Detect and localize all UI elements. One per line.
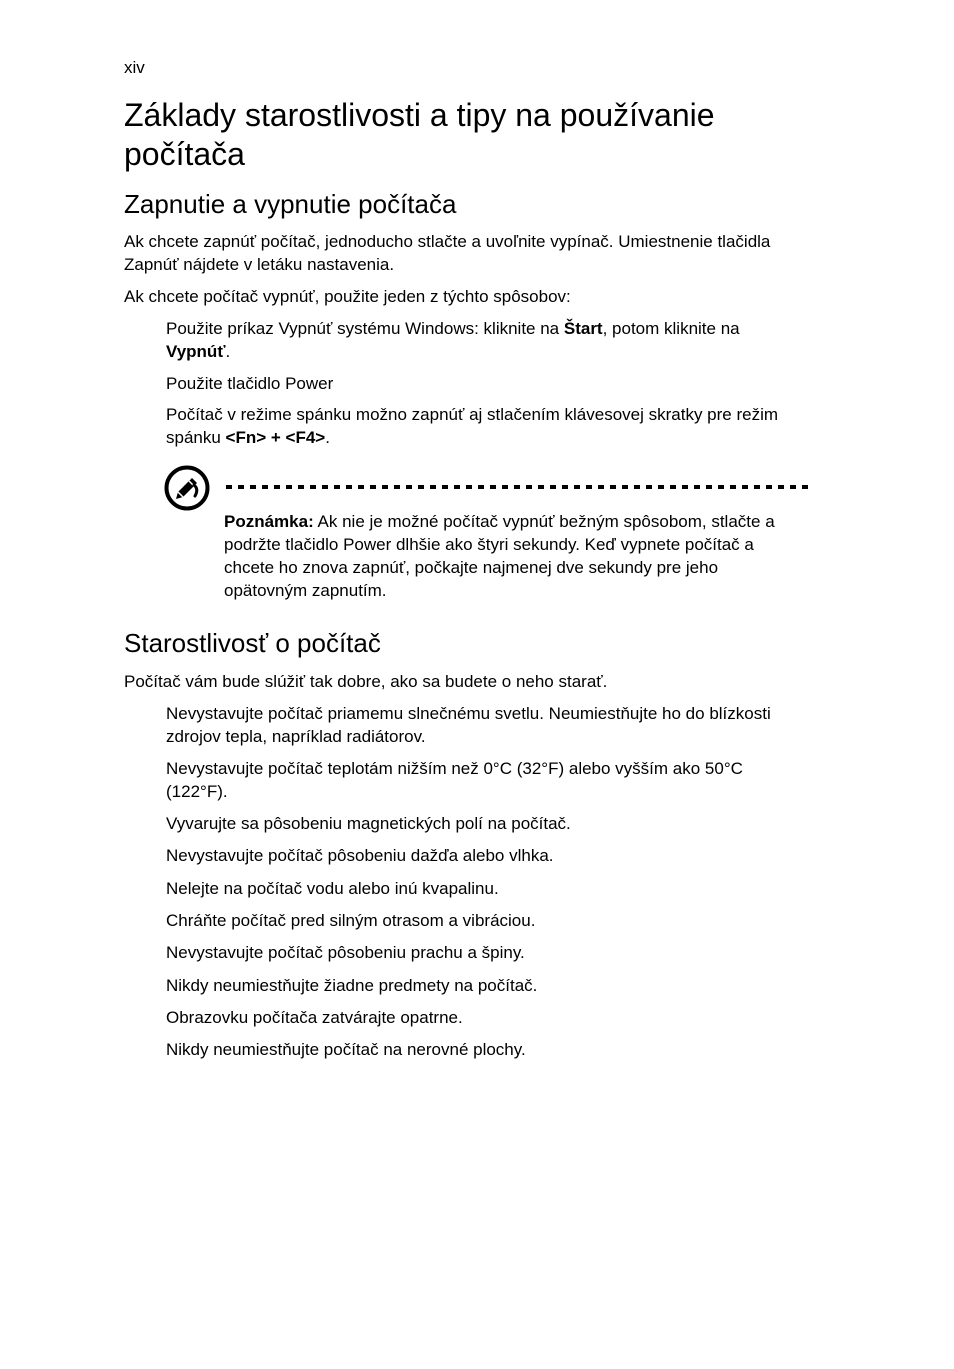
list-item: Nevystavujte počítač pôsobeniu dažďa alebo vlhka. <box>166 846 554 865</box>
start-label: Štart <box>563 319 603 338</box>
page-number: xiv <box>124 58 145 77</box>
note-dotted-rule <box>226 485 810 489</box>
list-item-windows-shutdown <box>166 317 806 363</box>
list-item-text: . <box>325 428 330 447</box>
section-heading-care: Starostlivosť o počítač <box>124 628 381 658</box>
list-item-text: . <box>225 342 231 361</box>
page-title: Základy starostlivosti a tipy na používanie počítača <box>124 97 715 172</box>
paragraph-care-intro: Počítač vám bude slúžiť tak dobre, ako sa budete o neho starať. <box>124 672 608 691</box>
list-item: Nikdy neumiestňujte počítač na nerovné plochy. <box>166 1040 526 1059</box>
list-item-power-button: Použite tlačidlo Power <box>166 374 334 393</box>
list-item: Nelejte na počítač vodu alebo inú kvapalinu. <box>166 879 499 898</box>
paragraph-power-off-intro: Ak chcete počítač vypnúť, použite jeden z týchto spôsobov: <box>124 287 571 306</box>
paragraph-power-on: Ak chcete zapnúť počítač, jednoducho stlačte a uvoľnite vypínač. Umiestnenie tlačidla Zapnúť nájdete v letáku nastavenia. <box>124 232 771 274</box>
list-item: Nevystavujte počítač teplotám nižším než 0°C (32°F) alebo vyšším ako 50°C (122°F). <box>166 759 743 801</box>
list-item-text: Použite príkaz Vypnúť systému Windows: kliknite na <box>166 319 564 338</box>
list-item-text: , potom kliknite na <box>602 319 740 338</box>
shutdown-label: Vypnúť <box>166 342 226 361</box>
note-label: Poznámka: <box>224 512 314 531</box>
list-item: Vyvarujte sa pôsobeniu magnetických polí na počítač. <box>166 814 571 833</box>
list-item: Obrazovku počítača zatvárajte opatrne. <box>166 1008 463 1027</box>
list-item: Chráňte počítač pred silným otrasom a vibráciou. <box>166 911 536 930</box>
list-item: Nikdy neumiestňujte žiadne predmety na počítač. <box>166 976 538 995</box>
section-heading-power: Zapnutie a vypnutie počítača <box>124 189 457 219</box>
list-item-sleep-shortcut <box>166 403 806 449</box>
list-item-text: Počítač v režime spánku možno zapnúť aj stlačením klávesovej skratky pre režim spánku <box>166 405 779 447</box>
list-item: Nevystavujte počítač priamemu slnečnému svetlu. Neumiestňujte ho do blízkosti zdrojov tepla, napríklad radiátorov. <box>166 704 771 746</box>
note-text <box>224 510 804 602</box>
note-body: Ak nie je možné počítač vypnúť bežným spôsobom, stlačte a podržte tlačidlo Power dlhšie ako štyri sekundy. Keď vypnete počítač a chcete ho znova zapnúť, počkajte najmenej dve sekundy pre jeho opätovným zapnutím. <box>224 512 775 600</box>
note-pen-icon <box>164 465 210 511</box>
list-item: Nevystavujte počítač pôsobeniu prachu a špiny. <box>166 943 525 962</box>
shortcut-keys: <Fn> + <F4> <box>225 428 326 447</box>
